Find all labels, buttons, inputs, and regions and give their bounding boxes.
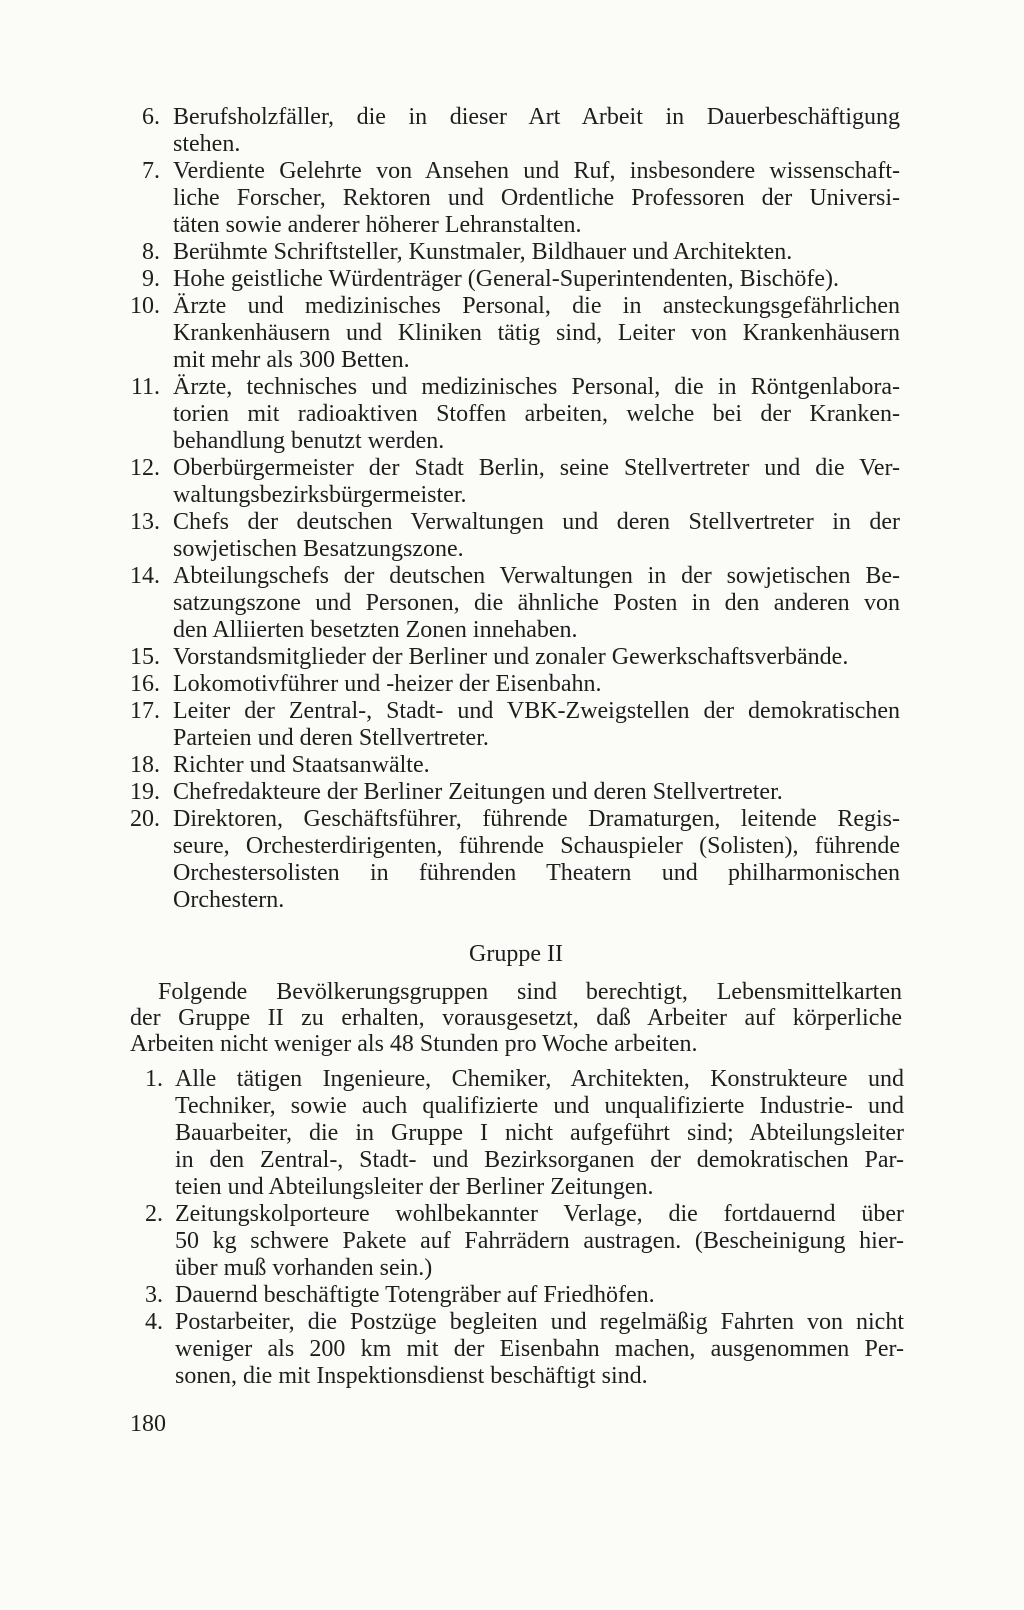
list-item xyxy=(0,644,1024,671)
text-line: Lokomotivführer und -heizer der Eisenbahn. xyxy=(173,671,602,697)
list-item xyxy=(0,1309,1024,1390)
item-text xyxy=(173,374,900,455)
text-line: täten sowie anderer höherer Lehranstalten. xyxy=(173,212,582,238)
item-number: 2. xyxy=(145,1201,163,1227)
item-number: 19. xyxy=(130,779,160,805)
list-item xyxy=(0,374,1024,455)
text-line: weniger als 200 km mit der Eisenbahn machen, ausgenommen Per- xyxy=(175,1336,904,1362)
text-line: Bauarbeiter, die in Gruppe I nicht aufgeführt sind; Abteilungsleiter xyxy=(175,1120,904,1146)
text-line: Dauernd beschäftigte Totengräber auf Friedhöfen. xyxy=(175,1282,655,1308)
text-line: in den Zentral-, Stadt- und Bezirksorganen der demokratischen Par- xyxy=(175,1147,904,1173)
item-text xyxy=(173,266,900,293)
list-item xyxy=(0,455,1024,509)
list-item xyxy=(0,752,1024,779)
item-text xyxy=(173,752,900,779)
item-text xyxy=(175,1282,904,1309)
text-line: Verdiente Gelehrte von Ansehen und Ruf, insbesondere wissenschaft- xyxy=(173,158,900,184)
item-text xyxy=(173,509,900,563)
text-line: sonen, die mit Inspektionsdienst beschäftigt sind. xyxy=(175,1363,648,1389)
group-1-list-continued xyxy=(0,104,1024,914)
text-line: Alle tätigen Ingenieure, Chemiker, Architekten, Konstrukteure und xyxy=(175,1066,904,1092)
text-line: Orchestern. xyxy=(173,887,285,913)
text-line: stehen. xyxy=(173,131,241,157)
item-text xyxy=(173,455,900,509)
item-text xyxy=(173,779,900,806)
text-line: Zeitungskolporteure wohlbekannter Verlage, die fortdauernd über xyxy=(175,1201,904,1227)
item-text xyxy=(175,1066,904,1201)
text-line: Ärzte, technisches und medizinisches Personal, die in Röntgenlabora- xyxy=(173,374,900,400)
item-text xyxy=(173,563,900,644)
item-number: 13. xyxy=(130,509,160,535)
text-line: Leiter der Zentral-, Stadt- und VBK-Zweigstellen der demokratischen xyxy=(173,698,900,724)
text-line: Orchestersolisten in führenden Theatern und philharmonischen xyxy=(173,860,900,886)
item-number: 6. xyxy=(142,104,160,130)
item-number: 1. xyxy=(145,1066,163,1092)
item-text xyxy=(173,239,900,266)
text-line: Berufsholzfäller, die in dieser Art Arbeit in Dauerbeschäftigung xyxy=(173,104,900,130)
text-line: satzungszone und Personen, die ähnliche Posten in den anderen von xyxy=(173,590,900,616)
group-2-intro-paragraph xyxy=(130,979,902,1057)
item-text xyxy=(173,158,900,239)
list-item xyxy=(0,806,1024,914)
item-number: 12. xyxy=(130,455,160,481)
item-text xyxy=(173,698,900,752)
item-number: 15. xyxy=(130,644,160,670)
text-line: Ärzte und medizinisches Personal, die in ansteckungsgefährlichen xyxy=(173,293,900,319)
item-number: 20. xyxy=(130,806,160,832)
list-item xyxy=(0,266,1024,293)
list-item xyxy=(0,698,1024,752)
group-2-list xyxy=(0,1066,1024,1390)
item-number: 4. xyxy=(145,1309,163,1335)
item-number: 7. xyxy=(142,158,160,184)
text-line: 50 kg schwere Pakete auf Fahrrädern austragen. (Bescheinigung hier- xyxy=(175,1228,904,1254)
text-line: Parteien und deren Stellvertreter. xyxy=(173,725,489,751)
item-number: 10. xyxy=(130,293,160,319)
list-item xyxy=(0,509,1024,563)
text-line: Vorstandsmitglieder der Berliner und zonaler Gewerkschaftsverbände. xyxy=(173,644,849,670)
paragraph-line: Arbeiten nicht weniger als 48 Stunden pro Woche arbeiten. xyxy=(130,1031,698,1057)
text-line: den Alliierten besetzten Zonen innehaben. xyxy=(173,617,578,643)
item-text xyxy=(173,671,900,698)
item-text xyxy=(173,104,900,158)
text-line: Chefs der deutschen Verwaltungen und deren Stellvertreter in der xyxy=(173,509,900,535)
section-heading-gruppe-2: Gruppe II xyxy=(469,941,563,967)
text-line: Berühmte Schriftsteller, Kunstmaler, Bildhauer und Architekten. xyxy=(173,239,793,265)
text-line: torien mit radioaktiven Stoffen arbeiten, welche bei der Kranken- xyxy=(173,401,900,427)
item-number: 9. xyxy=(142,266,160,292)
item-number: 3. xyxy=(145,1282,163,1308)
paragraph-line: Folgende Bevölkerungsgruppen sind berechtigt, Lebensmittelkarten xyxy=(158,979,902,1005)
text-line: Richter und Staatsanwälte. xyxy=(173,752,430,778)
text-line: teien und Abteilungsleiter der Berliner Zeitungen. xyxy=(175,1174,654,1200)
item-number: 11. xyxy=(130,374,160,400)
list-item xyxy=(0,1066,1024,1201)
list-item xyxy=(0,158,1024,239)
item-text xyxy=(173,806,900,914)
text-line: Hohe geistliche Würdenträger (General-Superintendenten, Bischöfe). xyxy=(173,266,839,292)
text-line: seure, Orchesterdirigenten, führende Schauspieler (Solisten), führende xyxy=(173,833,900,859)
list-item xyxy=(0,239,1024,266)
text-line: liche Forscher, Rektoren und Ordentliche Professoren der Universi- xyxy=(173,185,900,211)
text-line: Krankenhäusern und Kliniken tätig sind, Leiter von Krankenhäusern xyxy=(173,320,900,346)
list-item xyxy=(0,104,1024,158)
text-line: mit mehr als 300 Betten. xyxy=(173,347,410,373)
item-text xyxy=(173,293,900,374)
list-item xyxy=(0,1201,1024,1282)
list-item xyxy=(0,671,1024,698)
item-number: 14. xyxy=(130,563,160,589)
text-line: Abteilungschefs der deutschen Verwaltungen in der sowjetischen Be- xyxy=(173,563,900,589)
text-line: behandlung benutzt werden. xyxy=(173,428,445,454)
item-number: 17. xyxy=(130,698,160,724)
item-text xyxy=(175,1309,904,1390)
text-line: waltungsbezirksbürgermeister. xyxy=(173,482,467,508)
text-line: sowjetischen Besatzungszone. xyxy=(173,536,464,562)
item-text xyxy=(173,644,900,671)
list-item xyxy=(0,563,1024,644)
text-line: über muß vorhanden sein.) xyxy=(175,1255,433,1281)
text-line: Oberbürgermeister der Stadt Berlin, seine Stellvertreter und die Ver- xyxy=(173,455,900,481)
text-line: Postarbeiter, die Postzüge begleiten und regelmäßig Fahrten von nicht xyxy=(175,1309,904,1335)
text-line: Techniker, sowie auch qualifizierte und unqualifizierte Industrie- und xyxy=(175,1093,904,1119)
item-text xyxy=(175,1201,904,1282)
list-item xyxy=(0,1282,1024,1309)
paragraph-line: der Gruppe II zu erhalten, vorausgesetzt, daß Arbeiter auf körperliche xyxy=(130,1005,902,1031)
text-line: Direktoren, Geschäftsführer, führende Dramaturgen, leitende Regis- xyxy=(173,806,900,832)
item-number: 8. xyxy=(142,239,160,265)
text-line: Chefredakteure der Berliner Zeitungen und deren Stellvertreter. xyxy=(173,779,783,805)
item-number: 16. xyxy=(130,671,160,697)
list-item xyxy=(0,293,1024,374)
item-number: 18. xyxy=(130,752,160,778)
list-item xyxy=(0,779,1024,806)
page-number: 180 xyxy=(130,1411,166,1437)
